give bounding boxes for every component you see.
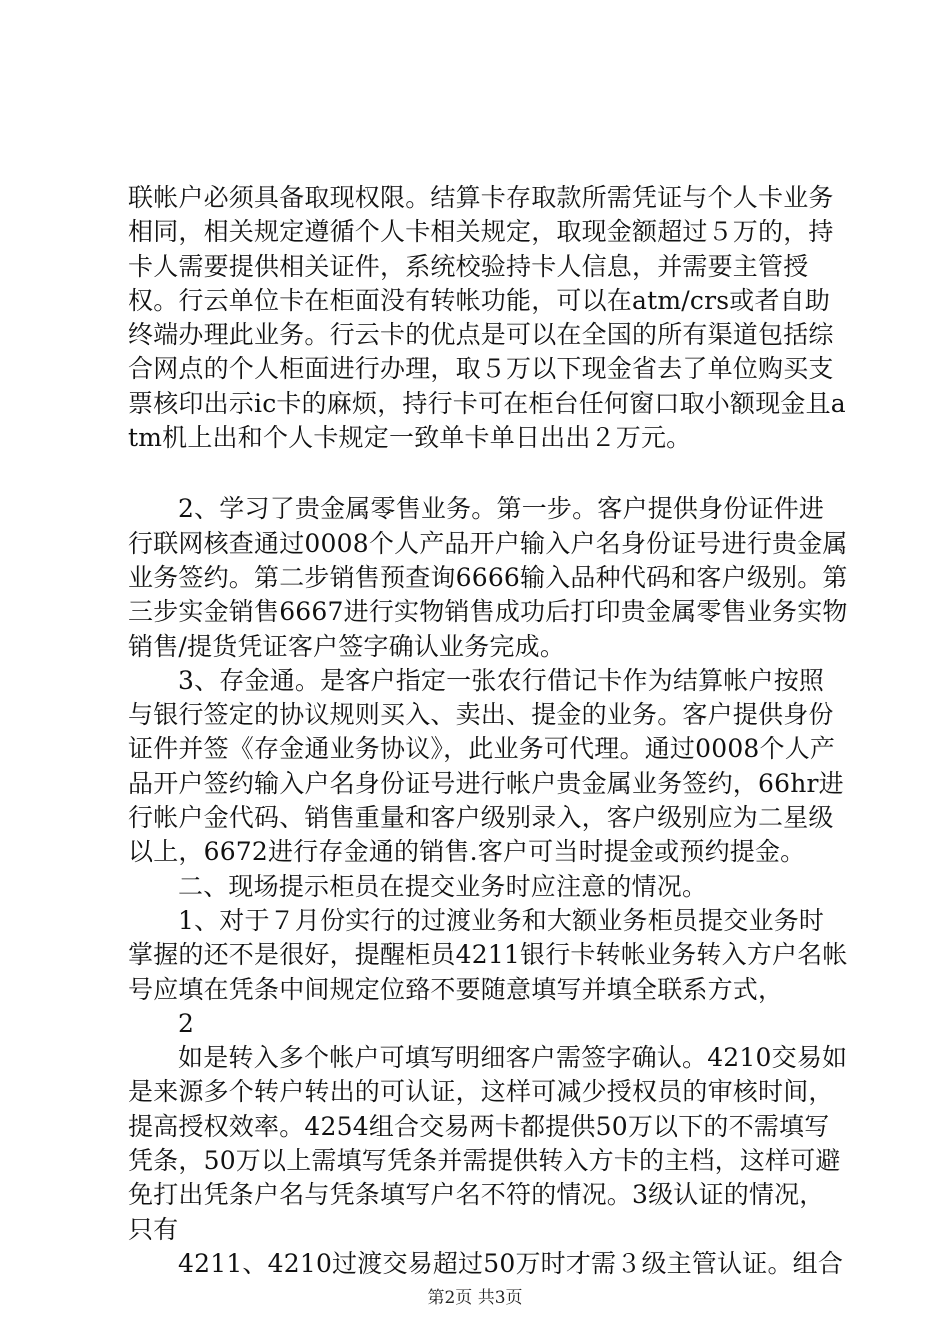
inline-page-number: 2 <box>178 1008 194 1038</box>
paragraph-account-card-rules: 联帐户必须具备取现权限。结算卡存取款所需凭证与个人卡业务相同，相关规定遵循个人卡相关规定，取现金额超过５万的，持卡人需要提供相关证件，系统校验持卡人信息，并需要主管授权。行云单位卡在柜面没有转帐功能，可以在atm/crs或者自助终端办理此业务。行云卡的优点是可以在全国的所有渠道包括综合网点的个人柜面进行办理，取５万以下现金省去了单位购买支票核印出示ic卡的麻烦，持行卡可在柜台任何窗口取小额现金且atm机上出和个人卡规定一致单卡单日出出２万元。 <box>128 183 846 453</box>
paragraph-transition-business: 1、对于７月份实行的过渡业务和大额业务柜员提交业务时掌握的还不是很好，提醒柜员4211银行卡转帐业务转入方户名帐号应填在凭条中间规定位臵不要随意填写并填全联系方式， <box>128 905 848 1004</box>
section-heading-teller-notes: 二、现场提示柜员在提交业务时应注意的情况。 <box>178 871 708 901</box>
page-footer: 第2页 共3页 <box>427 1288 523 1308</box>
paragraph-precious-metal-retail: 2、学习了贵金属零售业务。第一步。客户提供身份证件进行联网核查通过0008个人产品开户输入户名身份证号进行贵金属业务签约。第二步销售预查询6666输入品种代码和客户级别。第三步实金销售6667进行实物销售成功后打印贵金属零售业务实物销售/提货凭证客户签字确认业务完成。 <box>128 494 848 661</box>
paragraph-cunjintong: 3、存金通。是客户指定一张农行借记卡作为结算帐户按照与银行签定的协议规则买入、卖出、提金的业务。客户提供身份证件并签《存金通业务协议》，此业务可代理。通过0008个人产品开户签约输入户名身份证号进行帐户贵金属业务签约，66hr进行帐户金代码、销售重量和客户级别录入，客户级别应为二星级以上，6672进行存金通的销售.客户可当时提金或预约提金。 <box>128 665 844 867</box>
document-body <box>128 181 848 1281</box>
paragraph-gap <box>128 455 848 492</box>
paragraph-multi-account-transfer: 如是转入多个帐户可填写明细客户需签字确认。4210交易如是来源多个转户转出的可认证，这样可减少授权员的审核时间，提高授权效率。4254组合交易两卡都提供50万以下的不需填写凭条，50万以上需填写凭条并需提供转入方卡的主档，这样可避免打出凭条户名与凭条填写户名不符的情况。3级认证的情况，只有 <box>128 1043 848 1244</box>
paragraph-level3-authentication: 4211、4210过渡交易超过50万时才需３级主管认证。组合 <box>178 1248 844 1278</box>
